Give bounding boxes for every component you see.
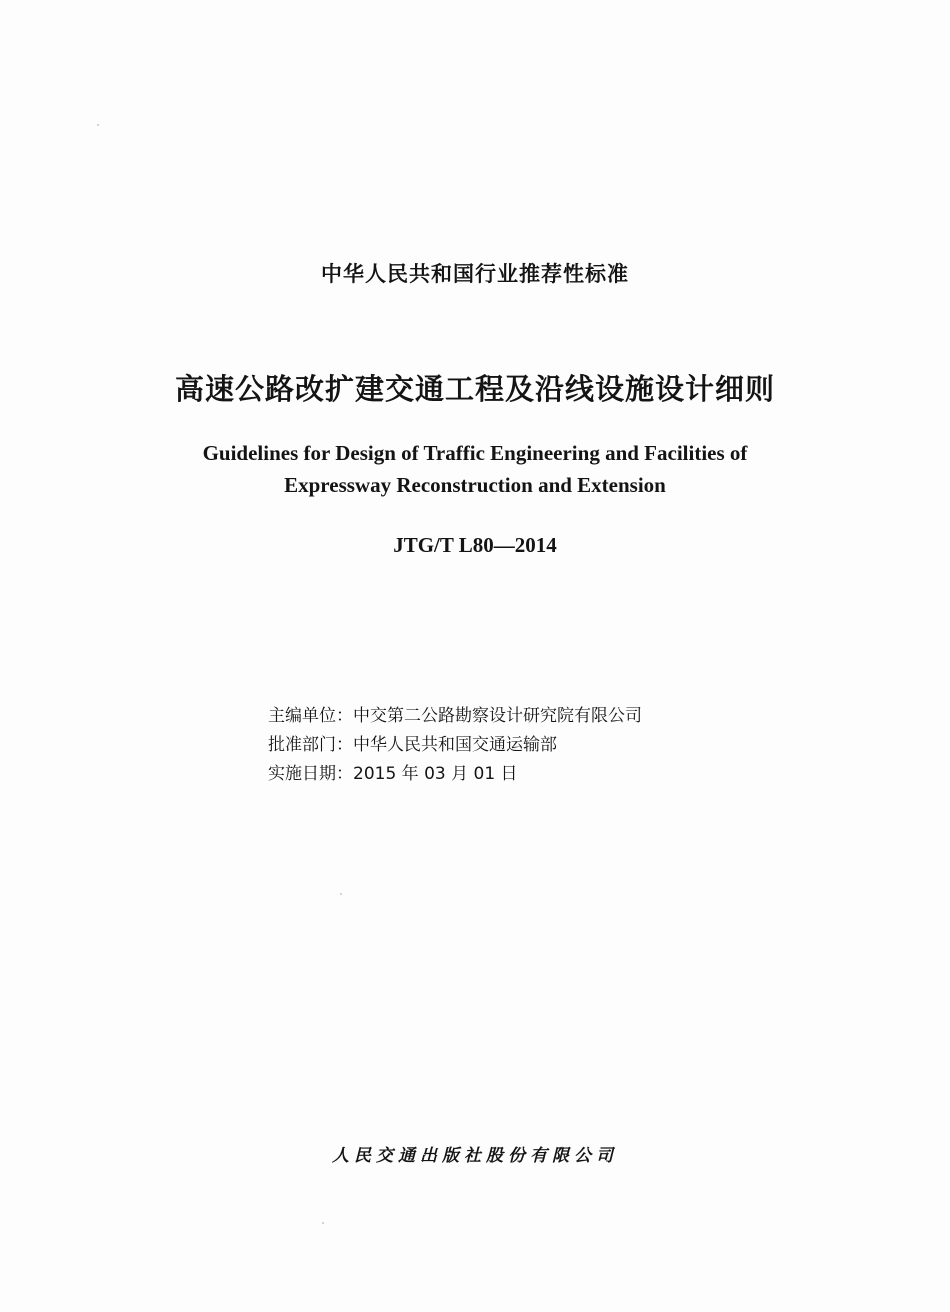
scan-speck bbox=[97, 124, 99, 126]
standard-category: 中华人民共和国行业推荐性标准 bbox=[321, 262, 629, 286]
scan-speck bbox=[340, 893, 342, 895]
meta-value: 2015 年 03 月 01 日 bbox=[353, 764, 518, 784]
document-title-english-line-2: Expressway Reconstruction and Extension bbox=[284, 473, 666, 497]
meta-value: 中华人民共和国交通运输部 bbox=[353, 735, 557, 755]
meta-row-effective-date bbox=[268, 760, 642, 789]
meta-row-editor bbox=[268, 702, 642, 731]
meta-label: 主编单位： bbox=[268, 706, 353, 726]
publisher-name: 人民交通出版社股份有限公司 bbox=[332, 1146, 618, 1166]
document-title-chinese: 高速公路改扩建交通工程及沿线设施设计细则 bbox=[174, 372, 775, 406]
document-title-english-line-1: Guidelines for Design of Traffic Engineering and Facilities of bbox=[202, 441, 748, 465]
meta-label: 实施日期： bbox=[268, 764, 353, 784]
meta-value: 中交第二公路勘察设计研究院有限公司 bbox=[353, 706, 642, 726]
scan-speck bbox=[322, 1222, 324, 1224]
standard-code: JTG/T L80—2014 bbox=[393, 533, 557, 557]
meta-row-approver bbox=[268, 731, 642, 760]
document-meta bbox=[268, 702, 642, 789]
meta-label: 批准部门： bbox=[268, 735, 353, 755]
